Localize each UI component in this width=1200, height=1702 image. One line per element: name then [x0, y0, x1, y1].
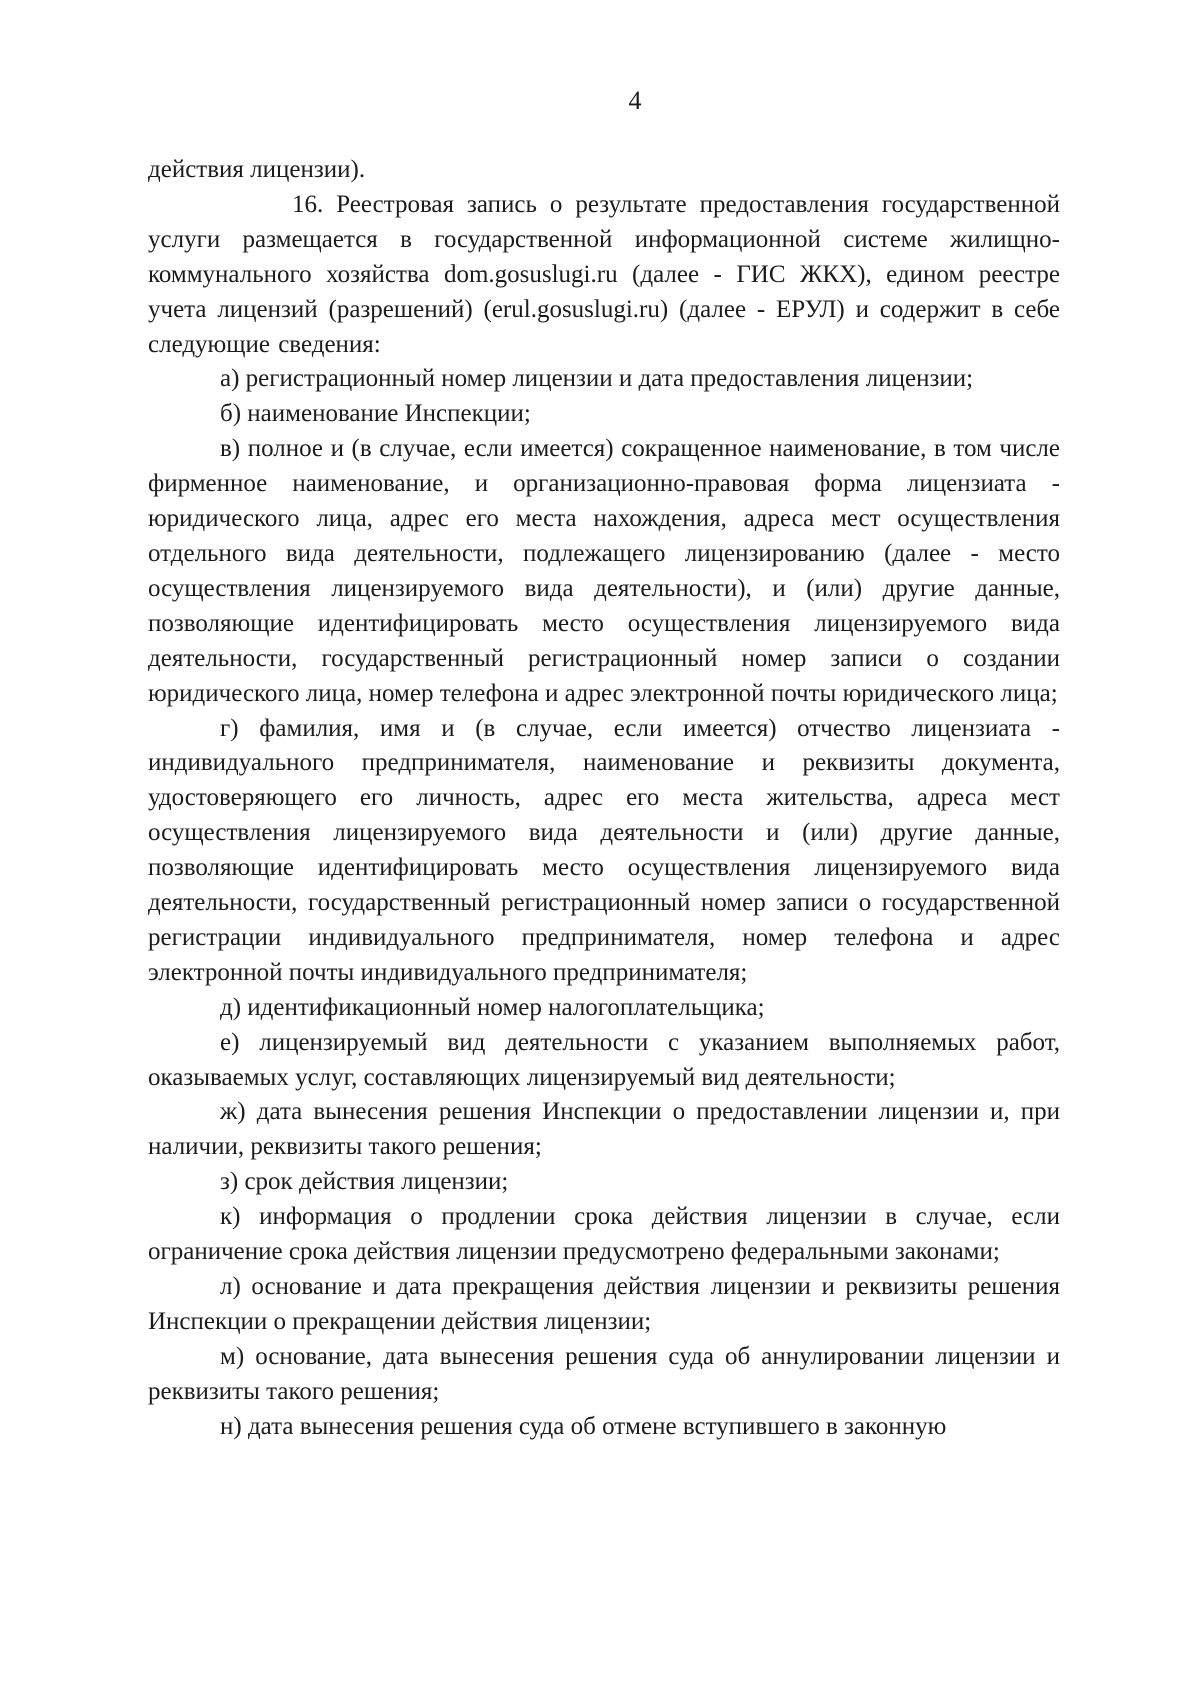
list-item-g: г) фамилия, имя и (в случае, если имеется) отчество лицензиата - индивидуального предпринимателя, наименование и реквизиты документа, удостоверяющего его личность, адрес его места жительства, адреса мест осуществления лицензируемого вида деятельности и (или) другие данные, позволяющие идентифицировать место осуществления лицензируемого вида деятельности, государственный регистрационный номер записи о государственной регистрации индивидуального предпринимателя, номер телефона и адрес электронной почты индивидуального предпринимателя;	[148, 714, 1060, 986]
list-item-e: е) лицензируемый вид деятельности с указанием выполняемых работ, оказываемых услуг, составляющих лицензируемый вид деятельности;	[148, 1028, 1060, 1091]
list-item-n: н) дата вынесения решения суда об отмене вступившего в законную	[220, 1412, 947, 1440]
page-number: 4	[628, 86, 642, 115]
paragraph-number: 16.	[292, 190, 324, 218]
list-item-v: в) полное и (в случае, если имеется) сокращенное наименование, в том числе фирменное наименование, и организационно-правовая форма лицензиата - юридического лица, адрес его места нахождения, адреса мест осуществления отдельного вида деятельности, подлежащего лицензированию (далее - место осуществления лицензируемого вида деятельности), и (или) другие данные, позволяющие идентифицировать место осуществления лицензируемого вида деятельности, государственный регистрационный номер записи о создании юридического лица, номер телефона и адрес электронной почты юридического лица;	[148, 435, 1060, 707]
paragraph-16-text: Реестровая запись о результате предоставления государственной услуги размещается в государственной информационной системе жилищно-коммунального хозяйства dom.gosuslugi.ru (далее - ГИС ЖКХ), едином реестре учета лицензий (разрешений) (erul.gosuslugi.ru) (далее - ЕРУЛ) и содержит в себе следующие сведения:	[148, 190, 1060, 358]
list-item-l: л) основание и дата прекращения действия лицензии и реквизиты решения Инспекции о прекращении действия лицензии;	[148, 1273, 1060, 1335]
continuation-paragraph: действия лицензии).	[148, 156, 366, 183]
list-item-d: д) идентификационный номер налогоплательщика;	[220, 993, 765, 1021]
list-item-a: а) регистрационный номер лицензии и дата предоставления лицензии;	[220, 365, 974, 393]
list-item-m: м) основание, дата вынесения решения суда об аннулировании лицензии и реквизиты такого решения;	[148, 1342, 1060, 1405]
list-item-b: б) наименование Инспекции;	[220, 400, 531, 428]
paragraph-16	[148, 188, 1060, 363]
list-item-zh: ж) дата вынесения решения Инспекции о предоставлении лицензии и, при наличии, реквизиты такого решения;	[148, 1098, 1060, 1161]
document-body	[148, 153, 1060, 1445]
list-item-z: з) срок действия лицензии;	[220, 1168, 509, 1196]
list-item-k: к) информация о продлении срока действия лицензии в случае, если ограничение срока действия лицензии предусмотрено федеральными законами;	[148, 1203, 1060, 1266]
